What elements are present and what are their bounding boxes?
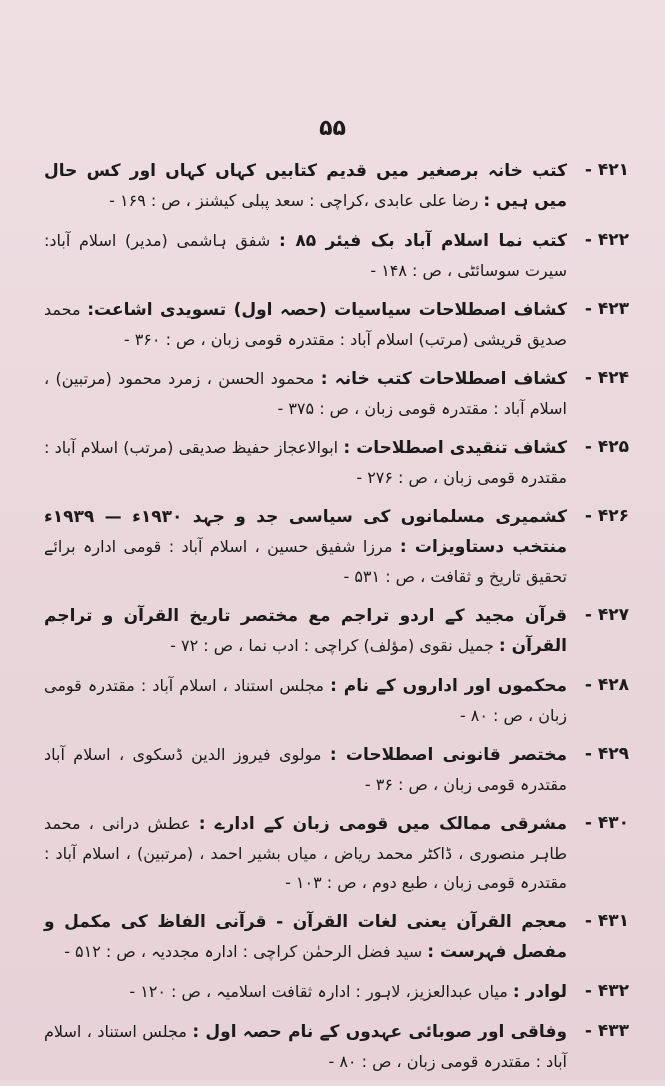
entry-title: کشاف اصطلاحات کتب خانہ :	[320, 369, 567, 389]
entry-body	[44, 156, 567, 216]
entry-title: کشاف تنقیدی اصطلاحات :	[343, 438, 567, 458]
entry-details: مجلس استناد ، اسلام آباد : مقتدرہ قومی زبان ، ص : ۸۰ -	[44, 676, 567, 725]
page-number: ۵۵	[319, 116, 346, 141]
entry-body	[44, 295, 567, 354]
entry-number: ۴۲۹ -	[584, 744, 629, 764]
entry-title: قرآن مجید کے اردو تراجم مع مختصر تاریخ القرآن و تراجم القرآن :	[44, 606, 567, 656]
entry-number: ۴۳۰ -	[584, 813, 629, 833]
bibliography-entry-428	[44, 671, 629, 730]
entry-details: شفق ہاشمی (مدیر) اسلام آباد: سیرت سوسائٹی ، ص : ۱۴۸ -	[44, 231, 567, 280]
entry-body	[44, 977, 567, 1007]
entry-body	[44, 740, 567, 799]
entry-number: ۴۳۲ -	[584, 981, 629, 1001]
entry-number: ۴۳۳ -	[584, 1021, 629, 1041]
bibliography-entry-429	[44, 740, 629, 799]
bibliography-entry-421	[44, 156, 629, 216]
bibliography-entry-423	[44, 295, 629, 354]
bibliography-entry-422	[44, 226, 629, 285]
bibliography-entry-433	[44, 1017, 629, 1076]
entry-title: کشمیری مسلمانوں کی سیاسی جد و جہد ۱۹۳۰ء — ۱۹۳۹ء منتخب دستاویزات :	[44, 507, 568, 557]
bibliography-entry-426	[44, 502, 629, 591]
entry-details: ابوالاعجاز حفیظ صدیقی (مرتب) اسلام آباد : مقتدرہ قومی زبان ، ص : ۲۷۶ -	[44, 438, 567, 487]
entry-body	[44, 433, 567, 492]
entry-title: محکموں اور اداروں کے نام :	[330, 676, 568, 696]
bibliography-entry-427	[44, 601, 629, 661]
entry-body	[44, 502, 567, 591]
entry-body	[44, 671, 567, 730]
entry-body	[44, 907, 567, 967]
entry-title: کتب نما اسلام آباد بک فیئر ۸۵ :	[279, 231, 567, 251]
entry-title: مختصر قانونی اصطلاحات :	[329, 745, 568, 765]
entry-details: مجلس استناد ، اسلام آباد : مقتدرہ قومی زبان ، ص : ۸۰ -	[44, 1022, 567, 1071]
entry-body	[44, 226, 567, 285]
bibliography-entry-430	[44, 809, 629, 897]
bibliography-entry-425	[44, 433, 629, 492]
entry-body	[44, 601, 567, 661]
entry-title: کتب خانہ برصغیر میں قدیم کتابیں کہاں کہاں اور کس حال میں ہیں :	[44, 161, 567, 211]
entry-details: رضا علی عابدی ،کراچی : سعد پبلی کیشنز ، ص : ۱۶۹ -	[109, 191, 479, 210]
entry-body	[44, 364, 567, 423]
entry-title: وفاقی اور صوبائی عہدوں کے نام حصہ اول :	[192, 1022, 568, 1042]
entry-title: کشاف اصطلاحات سیاسیات (حصہ اول) تسویدی اشاعت:	[87, 300, 567, 320]
entry-number: ۴۲۴ -	[584, 368, 629, 388]
entry-body	[44, 809, 567, 897]
bibliography-entry-431	[44, 907, 629, 967]
entry-number: ۴۲۶ -	[584, 506, 629, 526]
entry-number: ۴۲۲ -	[584, 230, 629, 250]
entry-number: ۴۳۱ -	[584, 911, 629, 931]
entry-details: میاں عبدالعزیز، لاہور : ادارہ ثقافت اسلامیہ ، ص : ۱۲۰ -	[129, 982, 508, 1001]
entry-number: ۴۲۷ -	[584, 605, 629, 625]
entry-details: محمود الحسن ، زمرد محمود (مرتبین) ، اسلام آباد : مقتدرہ قومی زبان ، ص : ۳۷۵ -	[44, 369, 567, 418]
entry-number: ۴۲۸ -	[584, 675, 629, 695]
bibliography-entry-432	[44, 977, 629, 1007]
entry-number: ۴۲۱ -	[584, 160, 629, 180]
entry-title: معجم القرآن یعنی لغات القرآن - قرآنی الفاظ کی مکمل و مفصل فہرست :	[44, 912, 567, 962]
entry-details: محمد صدیق قریشی (مرتب) اسلام آباد : مقتدرہ قومی زبان ، ص : ۳۶۰ -	[44, 300, 567, 349]
entry-title: لوادر :	[512, 982, 567, 1002]
entry-number: ۴۲۳ -	[584, 299, 629, 319]
entry-number: ۴۲۵ -	[584, 437, 629, 457]
entry-details: مرزا شفیق حسین ، اسلام آباد : قومی ادارہ برائے تحقیق تاریخ و ثقافت ، ص : ۵۳۱ -	[44, 537, 567, 586]
bibliography-list	[44, 156, 629, 1086]
entry-body	[44, 1017, 567, 1076]
entry-details: مولوی فیروز الدین ڈسکوی ، اسلام آباد مقتدرہ قومی زبان ، ص : ۳۶ -	[44, 745, 567, 794]
bibliography-entry-424	[44, 364, 629, 423]
entry-details: جمیل نقوی (مؤلف) کراچی : ادب نما ، ص : ۷۲ -	[170, 636, 494, 655]
entry-details: عطش درانی ، محمد طاہر منصوری ، ڈاکٹر محمد ریاض ، میاں بشیر احمد ، (مرتبین) ، اسلام آباد : مقتدرہ قومی زبان ، طبع دوم ، ص : ۱۰۳ -	[44, 814, 567, 892]
entry-title: مشرقی ممالک میں قومی زبان کے ادارے :	[198, 814, 567, 834]
entry-details: سید فضل الرحمٰن کراچی : ادارہ مجددیہ ، ص : ۵۱۲ -	[64, 942, 423, 961]
